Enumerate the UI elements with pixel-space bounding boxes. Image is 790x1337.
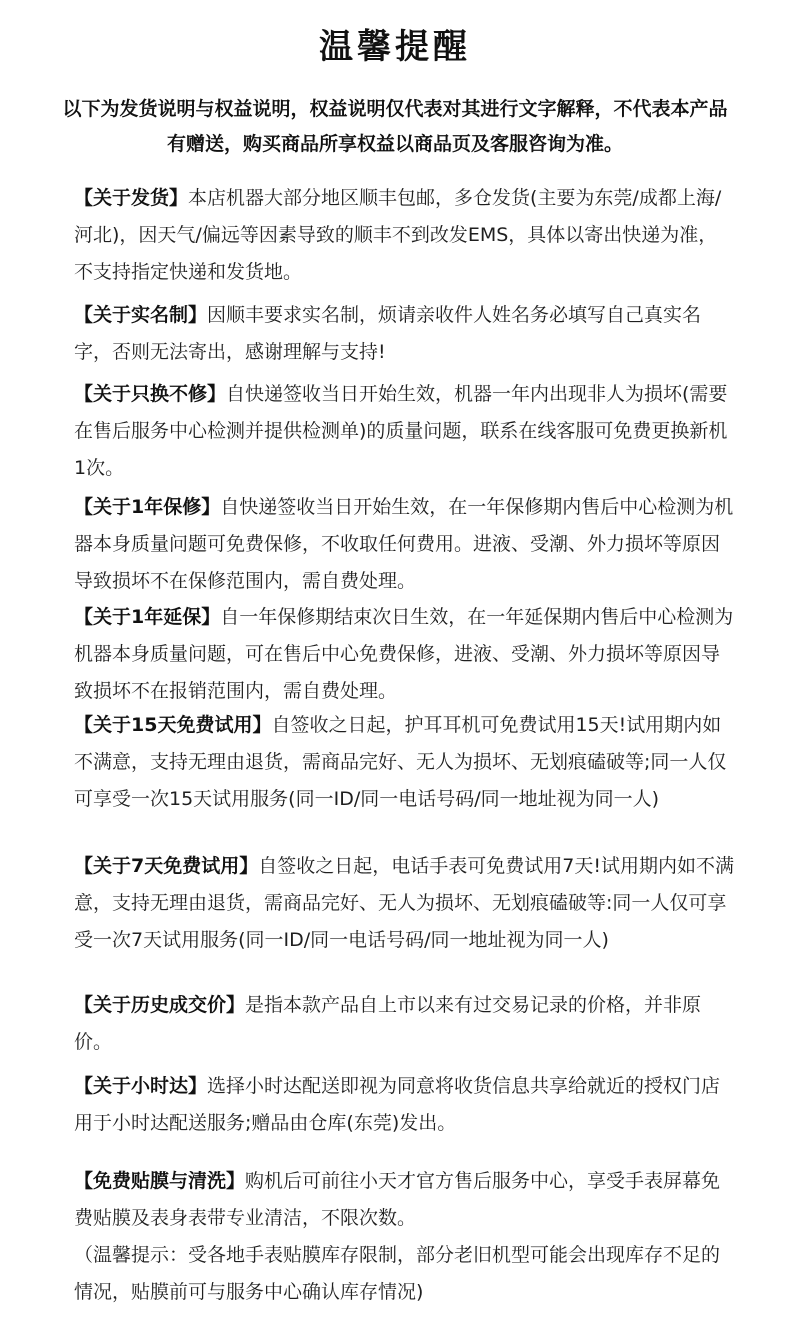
section-free-film-cleaning xyxy=(74,1163,734,1311)
section-tag: 【关于历史成交价】 xyxy=(74,994,246,1016)
section-shipping xyxy=(74,180,734,291)
page-title: 温馨提醒 xyxy=(319,27,471,67)
section-real-name xyxy=(74,297,734,371)
section-historical-price xyxy=(74,987,734,1061)
section-7-day-trial xyxy=(74,848,734,959)
section-text: 自签收之日起，护耳耳机可免费试用15天!试用期内如不满意，支持无理由退货，需商品完好、无人为损坏、无划痕磕破等;同一人仅可享受一次15天试用服务(同一ID/同一电话号码/同一地址视为同一人) xyxy=(74,714,727,810)
section-tag: 【关于1年延保】 xyxy=(74,606,221,628)
section-tag: 【免费贴膜与清洗】 xyxy=(74,1170,246,1192)
section-text: 购机后可前往小天才官方售后服务中心，享受手表屏幕免费贴膜及表身表带专业清洁，不限次数。 xyxy=(74,1170,721,1229)
intro-paragraph: 以下为发货说明与权益说明，权益说明仅代表对其进行文字解释，不代表本产品有赠送，购买商品所享权益以商品页及客服咨询为准。 xyxy=(62,98,728,155)
section-hourly-delivery xyxy=(74,1068,734,1142)
section-text: 自一年保修期结束次日生效，在一年延保期内售后中心检测为机器本身质量问题，可在售后中心免费保修，进液、受潮、外力损坏等原因导致损坏不在报销范围内，需自费处理。 xyxy=(74,606,734,702)
section-15-day-trial xyxy=(74,707,734,818)
section-tag: 【关于7天免费试用】 xyxy=(74,855,259,877)
section-tag: 【关于15天免费试用】 xyxy=(74,714,272,736)
section-tag: 【关于只换不修】 xyxy=(74,383,227,405)
section-tag: 【关于小时达】 xyxy=(74,1075,208,1097)
section-text: 自签收之日起，电话手表可免费试用7天!试用期内如不满意，支持无理由退货，需商品完好、无人为损坏、无划痕磕破等:同一人仅可享受一次7天试用服务(同一ID/同一电话号码/同一地址视为同一人) xyxy=(74,855,734,951)
section-one-year-warranty xyxy=(74,489,734,600)
section-text: 是指本款产品自上市以来有过交易记录的价格，并非原价。 xyxy=(74,994,702,1053)
section-tag: 【关于发货】 xyxy=(74,187,189,209)
section-tag: 【关于实名制】 xyxy=(74,304,208,326)
section-note: （温馨提示：受各地手表贴膜库存限制，部分老旧机型可能会出现库存不足的情况，贴膜前可与服务中心确认库存情况) xyxy=(74,1244,721,1303)
section-text: 选择小时达配送即视为同意将收货信息共享给就近的授权门店用于小时达配送服务;赠品由仓库(东莞)发出。 xyxy=(74,1075,721,1134)
section-replace-only xyxy=(74,376,734,487)
section-text: 自快递签收当日开始生效，机器一年内出现非人为损坏(需要在售后服务中心检测并提供检测单)的质量问题，联系在线客服可免费更换新机1次。 xyxy=(74,383,728,479)
section-text: 自快递签收当日开始生效，在一年保修期内售后中心检测为机器本身质量问题可免费保修，不收取任何费用。进液、受潮、外力损坏等原因导致损坏不在保修范围内，需自费处理。 xyxy=(74,496,734,592)
section-text: 本店机器大部分地区顺丰包邮，多仓发货(主要为东莞/成都上海/河北)，因天气/偏远等因素导致的顺丰不到改发EMS，具体以寄出快递为准，不支持指定快递和发货地。 xyxy=(74,187,722,283)
section-extended-warranty xyxy=(74,599,734,710)
section-tag: 【关于1年保修】 xyxy=(74,496,221,518)
section-text: 因顺丰要求实名制，烦请亲收件人姓名务必填写自己真实名字，否则无法寄出，感谢理解与支持! xyxy=(74,304,702,363)
